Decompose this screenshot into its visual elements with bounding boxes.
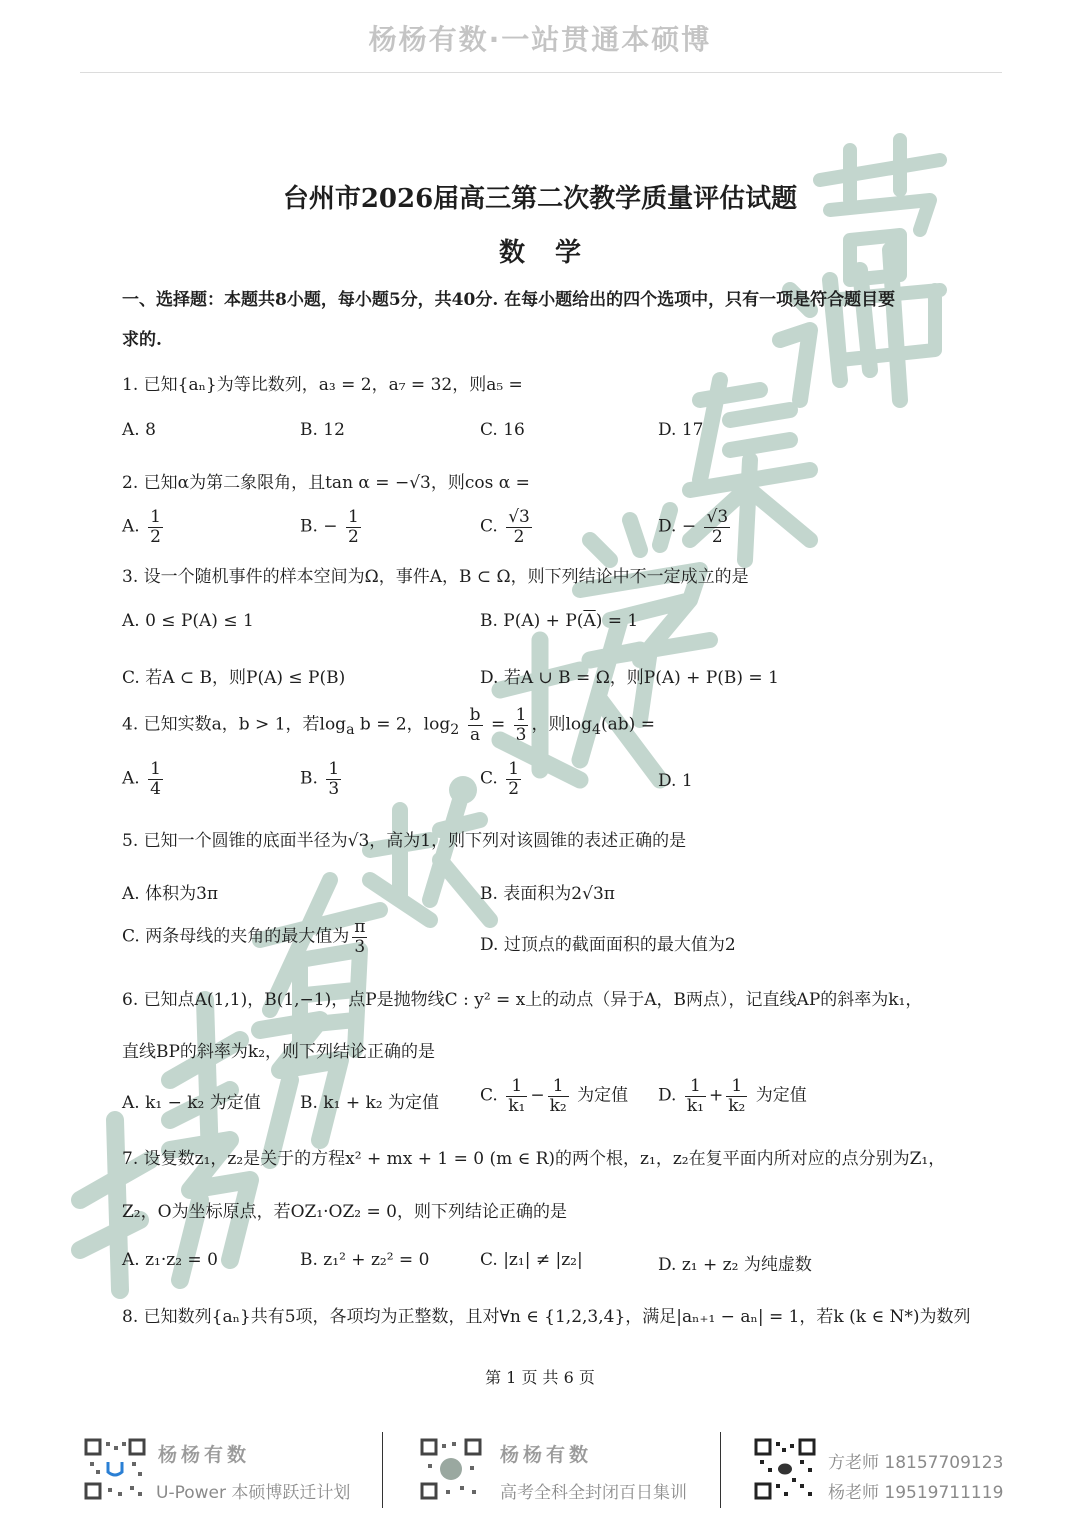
q6-c-n1: 1: [506, 1077, 527, 1097]
q4-sub-2: 2: [450, 722, 460, 739]
section-instruction-line1: 一、选择题：本题共8小题，每小题5分，共40分. 在每小题给出的四个选项中，只有一项是符合题目要: [122, 290, 896, 310]
q6-c-post: 为定值: [577, 1085, 629, 1106]
q5-c-fraction: [352, 918, 367, 956]
q5-option-b: B. 表面积为2√3π: [480, 884, 615, 904]
q2-d-num: √3: [706, 507, 729, 527]
q4-b-fraction: [326, 760, 341, 798]
q6-c-n2: 1: [548, 1077, 569, 1097]
q6-option-d: [658, 1077, 807, 1115]
q2-c-fraction: [506, 508, 532, 546]
q6-c-d1: k₁: [508, 1095, 526, 1116]
q2-d-fraction: [704, 508, 730, 546]
q3-option-c: C. 若A ⊂ B，则P(A) ≤ P(B): [122, 668, 346, 688]
q3-b-pre: B. P(A) + P(: [480, 611, 584, 631]
q6-d-frac1: [685, 1077, 706, 1115]
q7-option-c: C. |z₁| ≠ |z₂|: [480, 1250, 583, 1270]
q1-option-c: C. 16: [480, 420, 525, 440]
q6-d-n2: 1: [726, 1077, 747, 1097]
page-number: 第 1 页 共 6 页: [485, 1368, 595, 1387]
q2-a-num: 1: [150, 507, 161, 527]
q4-b-label: B.: [300, 768, 318, 789]
q6-c-label: C.: [480, 1085, 498, 1106]
q6-c-d2: k₂: [549, 1095, 567, 1116]
q6-option-c: [480, 1077, 628, 1115]
q5-option-c: [122, 918, 370, 956]
q2-b-fraction: [346, 508, 361, 546]
q6-c-frac2: [548, 1077, 569, 1115]
header-divider: [80, 72, 1002, 73]
q6-option-a: A. k₁ − k₂ 为定值: [122, 1093, 261, 1113]
q5-option-d: D. 过顶点的截面面积的最大值为2: [480, 935, 736, 955]
question-2: 2. 已知α为第二象限角，且tan α = −√3，则cos α =: [122, 473, 530, 493]
q2-a-label: A.: [122, 516, 140, 537]
q2-c-den: 2: [513, 526, 525, 547]
q6-d-n1: 1: [685, 1077, 706, 1097]
qr-code-3: [754, 1438, 816, 1500]
q6-d-op: +: [708, 1085, 724, 1106]
q4-c-label: C.: [480, 768, 498, 789]
q4-a-num: 1: [150, 759, 161, 779]
q2-b-num: 1: [347, 507, 359, 527]
footer-brand-2: 杨杨有数: [500, 1444, 593, 1466]
question-5: 5. 已知一个圆锥的底面半径为√3，高为1，则下列对该圆锥的表述正确的是: [122, 831, 687, 851]
q7-option-d: D. z₁ + z₂ 为纯虚数: [658, 1255, 812, 1275]
exam-title: 台州市2026届高三第二次教学质量评估试题: [282, 184, 798, 214]
footer-plan-2: 高考全科全封闭百日集训: [500, 1483, 687, 1503]
qr-code-2: [420, 1438, 482, 1500]
q2-a-den: 2: [150, 526, 161, 547]
footer-contact-2: 杨老师 19519711119: [828, 1483, 1004, 1503]
q4-sub-a: a: [346, 722, 355, 739]
exam-subject: 数学: [498, 238, 611, 268]
q4-text-mid2: ，则log: [531, 714, 593, 735]
q3-option-a: A. 0 ≤ P(A) ≤ 1: [122, 611, 254, 631]
q4-frac1-num: b: [469, 705, 481, 725]
q4-option-a: [122, 760, 166, 798]
q4-frac2-num: 1: [515, 705, 527, 725]
q7-option-b: B. z₁² + z₂² = 0: [300, 1250, 430, 1270]
q4-sub-4: 4: [592, 722, 602, 739]
q2-option-a: [122, 508, 166, 546]
q6-c-frac1: [506, 1077, 527, 1115]
q4-option-b: [300, 760, 344, 798]
question-1: 1. 已知{aₙ}为等比数列，a₃ = 2，a₇ = 32，则a₅ =: [122, 375, 523, 395]
q2-d-den: 2: [711, 526, 723, 547]
q1-option-d: D. 17: [658, 420, 704, 440]
question-6-line1: 6. 已知点A(1,1)，B(1,−1)，点P是抛物线C : y² = x上的动点（异于A，B两点），记直线AP的斜率为k₁，: [122, 990, 923, 1010]
q1-option-a: A. 8: [122, 420, 156, 440]
q2-b-label: B. −: [300, 516, 338, 537]
q2-option-b: [300, 508, 364, 546]
question-3: 3. 设一个随机事件的样本空间为Ω，事件A，B ⊂ Ω，则下列结论中不一定成立的是: [122, 567, 749, 587]
q4-c-fraction: [506, 760, 521, 798]
q6-d-frac2: [726, 1077, 747, 1115]
footer: [0, 1428, 1080, 1518]
q6-option-b: B. k₁ + k₂ 为定值: [300, 1093, 439, 1113]
q2-option-c: [480, 508, 535, 546]
q4-text-end: (ab) =: [601, 714, 655, 735]
q4-b-den: 3: [328, 778, 340, 799]
question-6-line2: 直线BP的斜率为k₂，则下列结论正确的是: [122, 1042, 436, 1062]
q4-text-pre: 4. 已知实数a，b > 1，若log: [122, 714, 347, 735]
q2-option-d: [658, 508, 733, 546]
q6-c-op: −: [530, 1085, 545, 1106]
q4-fraction-b-over-a: [468, 706, 483, 744]
q3-option-b: [480, 611, 638, 631]
q3-b-post: ) = 1: [595, 611, 639, 631]
q3-b-complement: $\overline{A}$: [583, 611, 596, 631]
footer-plan-1: U-Power 本硕博跃迁计划: [156, 1483, 351, 1503]
footer-divider-1: [382, 1432, 383, 1508]
q4-a-den: 4: [150, 778, 161, 799]
q4-c-num: 1: [508, 759, 520, 779]
q5-option-a: A. 体积为3π: [122, 884, 219, 904]
q2-b-den: 2: [347, 526, 359, 547]
q5-c-num: π: [354, 917, 366, 937]
footer-contact-1: 方老师 18157709123: [828, 1453, 1004, 1473]
question-4: [122, 706, 655, 744]
q1-option-b: B. 12: [300, 420, 345, 440]
q4-c-den: 2: [508, 778, 520, 799]
q6-d-d1: k₁: [686, 1095, 704, 1116]
q4-option-c: [480, 760, 524, 798]
q6-d-d2: k₂: [728, 1095, 746, 1116]
q4-a-fraction: [148, 760, 163, 798]
q5-c-den: 3: [354, 936, 366, 957]
q6-d-label: D.: [658, 1085, 677, 1106]
q6-d-post: 为定值: [755, 1085, 807, 1106]
q2-a-fraction: [148, 508, 163, 546]
question-8: 8. 已知数列{aₙ}共有5项，各项均为正整数，且对∀n ∈ {1,2,3,4}，满足|aₙ₊₁ − aₙ| = 1，若k (k ∈ N*)为数列: [122, 1307, 971, 1327]
question-7-line2: Z₂，O为坐标原点，若OZ₁·OZ₂ = 0，则下列结论正确的是: [122, 1202, 567, 1222]
q5-c-text: C. 两条母线的夹角的最大值为: [122, 926, 350, 947]
q4-frac2-den: 3: [515, 724, 527, 745]
footer-divider-2: [720, 1432, 721, 1508]
section-instruction-line2: 求的.: [122, 330, 162, 350]
q4-fraction-one-third: [514, 706, 529, 744]
q4-a-label: A.: [122, 768, 140, 789]
q3-option-d: D. 若A ∪ B = Ω，则P(A) + P(B) = 1: [480, 668, 779, 688]
q4-text-mid1: b = 2，log: [354, 714, 451, 735]
footer-brand-1: 杨杨有数: [158, 1444, 251, 1466]
q4-option-d: D. 1: [658, 771, 693, 791]
header-banner: 杨杨有数·一站贯通本硕博: [368, 23, 712, 56]
q4-b-num: 1: [328, 759, 340, 779]
q2-d-label: D. −: [658, 516, 697, 537]
q2-c-num: √3: [508, 507, 530, 527]
q7-option-a: A. z₁·z₂ = 0: [122, 1250, 218, 1270]
q4-eq: =: [485, 714, 511, 735]
q4-frac1-den: a: [470, 724, 481, 745]
qr-code-1: [84, 1438, 146, 1500]
question-7-line1: 7. 设复数z₁，z₂是关于的方程x² + mx + 1 = 0 (m ∈ R)的两个根，z₁，z₂在复平面内所对应的点分别为Z₁，: [122, 1149, 946, 1169]
q2-c-label: C.: [480, 516, 498, 537]
